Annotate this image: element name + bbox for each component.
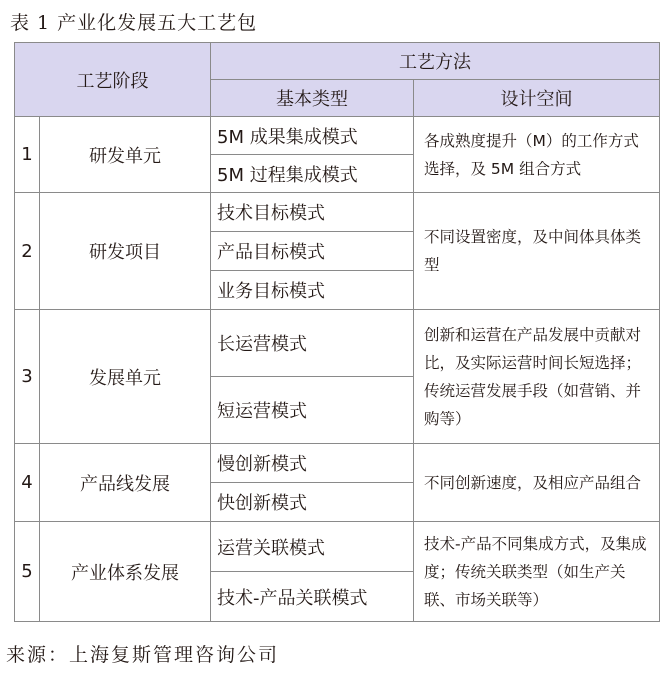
type-cell: 慢创新模式: [211, 444, 414, 483]
header-row-1: [15, 43, 660, 80]
type-cell: 运营关联模式: [211, 522, 414, 572]
stage-cell: 产品线发展: [40, 444, 211, 522]
type-cell: 产品目标模式: [211, 232, 414, 271]
stage-cell: 产业体系发展: [40, 522, 211, 622]
space-cell: 各成熟度提升（M）的工作方式选择，及 5M 组合方式: [414, 117, 660, 193]
type-cell: 技术目标模式: [211, 193, 414, 232]
table-row: [15, 444, 660, 483]
space-cell: 技术-产品不同集成方式，及集成度；传统关联类型（如生产关联、市场关联等）: [414, 522, 660, 622]
table-row: [15, 193, 660, 232]
table-caption: 表 1 产业化发展五大工艺包: [10, 12, 258, 34]
stage-cell: 研发单元: [40, 117, 211, 193]
space-cell: 不同设置密度，及中间体具体类型: [414, 193, 660, 310]
row-number: 4: [15, 444, 40, 522]
type-cell: 长运营模式: [211, 310, 414, 377]
row-number: 3: [15, 310, 40, 444]
process-package-table: [14, 42, 660, 622]
table-row: [15, 310, 660, 377]
type-cell: 短运营模式: [211, 377, 414, 444]
type-cell: 业务目标模式: [211, 271, 414, 310]
source-note: 来源：上海复斯管理咨询公司: [6, 644, 280, 666]
row-number: 5: [15, 522, 40, 622]
type-cell: 5M 过程集成模式: [211, 155, 414, 193]
header-method: 工艺方法: [211, 43, 660, 80]
space-cell: 创新和运营在产品发展中贡献对比，及实际运营时间长短选择；传统运营发展手段（如营销、并购等）: [414, 310, 660, 444]
header-design-space: 设计空间: [414, 80, 660, 117]
stage-cell: 研发项目: [40, 193, 211, 310]
stage-cell: 发展单元: [40, 310, 211, 444]
type-cell: 快创新模式: [211, 483, 414, 522]
header-basic-type: 基本类型: [211, 80, 414, 117]
type-cell: 5M 成果集成模式: [211, 117, 414, 155]
space-cell: 不同创新速度，及相应产品组合: [414, 444, 660, 522]
type-cell: 技术-产品关联模式: [211, 572, 414, 622]
row-number: 2: [15, 193, 40, 310]
table-row: [15, 117, 660, 155]
header-stage: 工艺阶段: [15, 43, 211, 117]
table-row: [15, 522, 660, 572]
row-number: 1: [15, 117, 40, 193]
